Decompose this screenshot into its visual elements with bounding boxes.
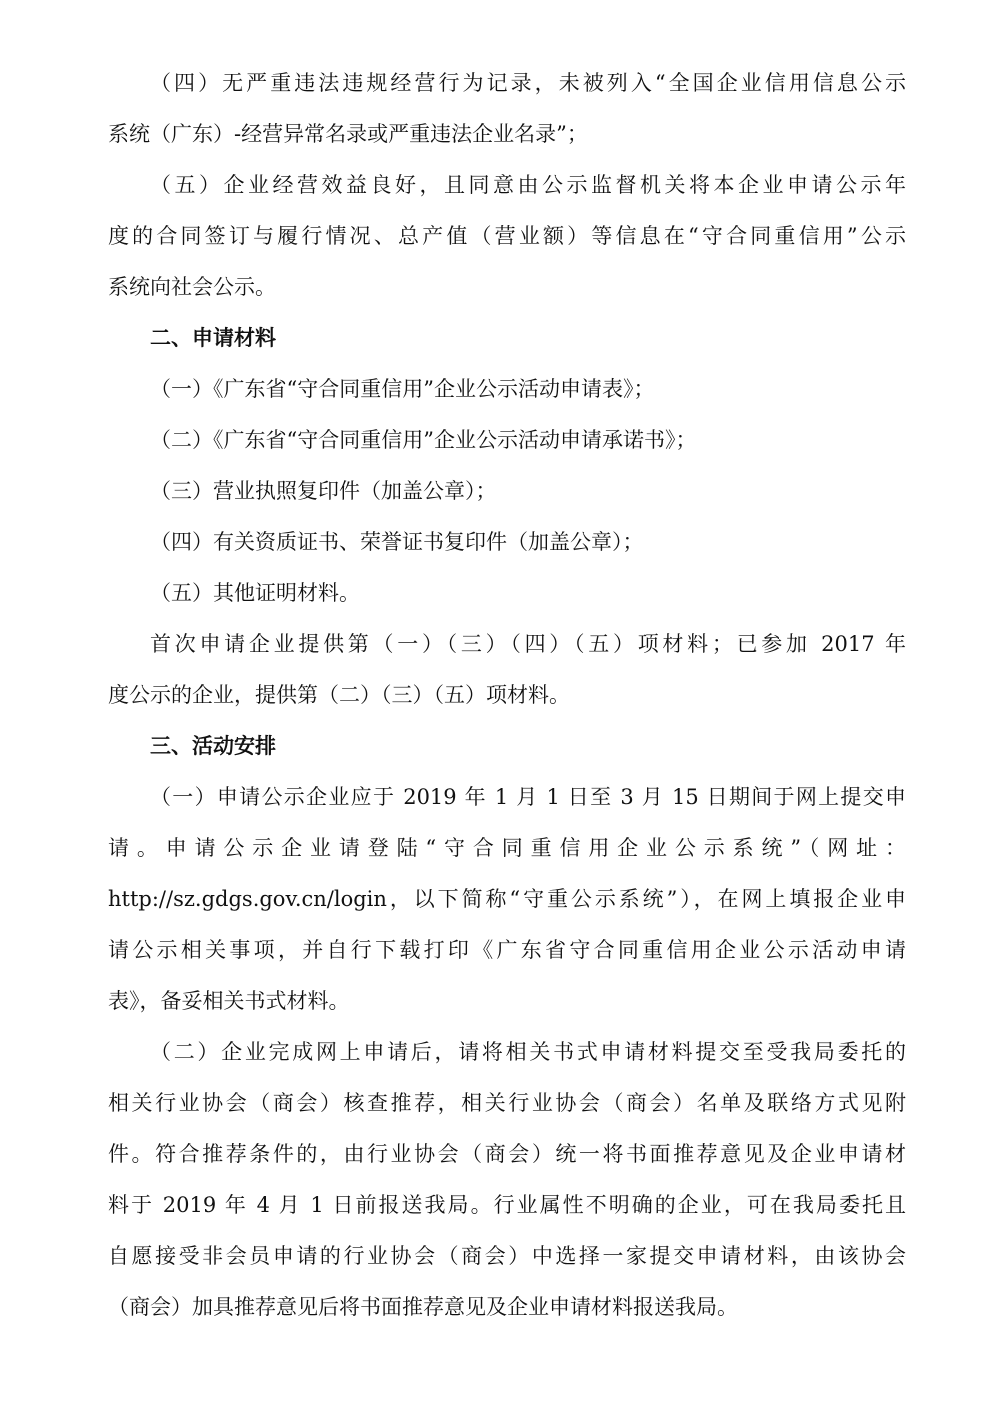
paragraph-materials-note [108,619,906,721]
materials-item-1 [108,364,906,415]
paragraph-arrangement-2 [108,1027,906,1333]
text-line: （五）企业经营效益良好，且同意由公示监督机关将本企业申请公示年 [150,173,906,197]
text-line: 度的合同签订与履行情况、总产值（营业额）等信息在“守合同重信用”公示 [108,224,906,248]
text-line: 相关行业协会（商会）核查推荐，相关行业协会（商会）名单及联络方式见附 [108,1091,906,1115]
text-line: 请。申请公示企业请登陆“守合同重信用企业公示系统”（网址： [108,836,906,860]
text-line: 度公示的企业，提供第（二）（三）（五）项材料。 [108,683,570,707]
materials-item-2 [108,415,906,466]
text-line: （四）有关资质证书、荣誉证书复印件（加盖公章）； [150,530,644,554]
text-line: 请公示相关事项，并自行下载打印《广东省守合同重信用企业公示活动申请 [108,938,906,962]
paragraph-criterion-4 [108,58,906,160]
materials-item-4 [108,517,906,568]
document-page [108,58,906,1333]
text-line: 料于 2019 年 4 月 1 日前报送我局。行业属性不明确的企业，可在我局委托且 [108,1193,906,1217]
text-line: （二）《广东省“守合同重信用”企业公示活动申请承诺书》； [150,428,697,452]
materials-item-3 [108,466,906,517]
materials-item-5 [108,568,906,619]
section-heading-activity-arrangement [108,721,906,772]
text-line: （一）《广东省“守合同重信用”企业公示活动申请表》； [150,377,655,401]
text-line: （五）其他证明材料。 [150,581,360,605]
text-line: （商会）加具推荐意见后将书面推荐意见及企业申请材料报送我局。 [108,1295,738,1319]
text-line: （一）申请公示企业应于 2019 年 1 月 1 日至 3 月 15 日期间于网上提交申 [150,785,906,809]
text-line: http://sz.gdgs.gov.cn/login，以下简称“守重公示系统”），在网上填报企业申 [108,887,906,911]
text-line: 系统（广东）-经营异常名录或严重违法企业名录”； [108,122,588,146]
text-line: 首次申请企业提供第（一）（三）（四）（五）项材料；已参加 2017 年 [150,632,906,656]
paragraph-criterion-5 [108,160,906,313]
text-line: （三）营业执照复印件（加盖公章）； [150,479,497,503]
section-heading: 三、活动安排 [150,734,276,758]
paragraph-arrangement-1 [108,772,906,1027]
text-line: （二）企业完成网上申请后，请将相关书式申请材料提交至受我局委托的 [150,1040,906,1064]
text-line: 表》，备妥相关书式材料。 [108,989,350,1013]
text-line: 系统向社会公示。 [108,275,276,299]
text-line: （四）无严重违法违规经营行为记录，未被列入“全国企业信用信息公示 [150,71,906,95]
section-heading: 二、申请材料 [150,326,276,350]
text-line: 件。符合推荐条件的，由行业协会（商会）统一将书面推荐意见及企业申请材 [108,1142,906,1166]
section-heading-application-materials [108,313,906,364]
text-line: 自愿接受非会员申请的行业协会（商会）中选择一家提交申请材料，由该协会 [108,1244,906,1268]
